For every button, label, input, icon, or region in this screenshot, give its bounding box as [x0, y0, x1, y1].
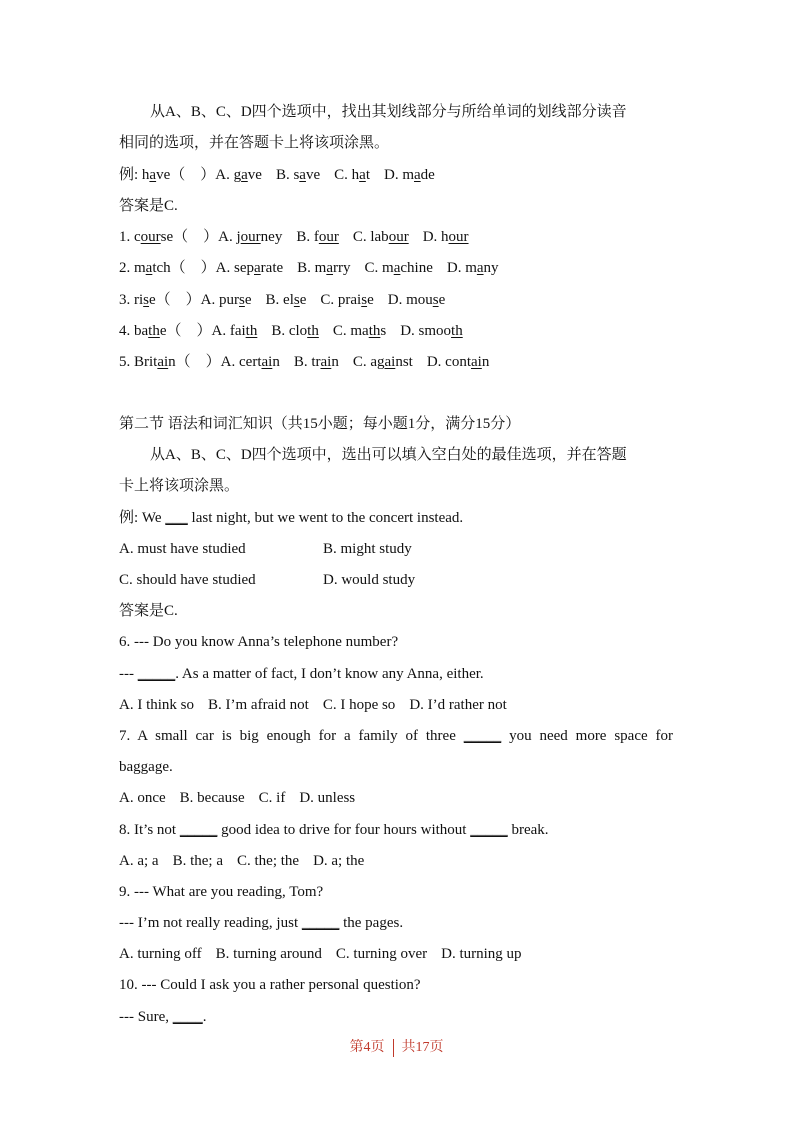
- text-line: [119, 976, 435, 994]
- text-segment: ---: [119, 666, 138, 682]
- underlined-text: _____: [463, 728, 502, 744]
- text-segment: D. mou: [387, 292, 433, 308]
- underlined-text: s: [239, 292, 245, 308]
- underlined-text: a: [413, 167, 421, 183]
- underlined-text: a: [145, 260, 153, 276]
- page-total: 共17页: [401, 1040, 444, 1055]
- text-segment: e: [367, 292, 374, 308]
- option-text: [216, 945, 322, 963]
- text-line: [119, 197, 192, 215]
- text-line: [119, 758, 187, 776]
- underlined-text: _____: [301, 915, 340, 931]
- text-segment: . As a matter of fact, I don’t know any Anna, either.: [175, 666, 484, 682]
- option-text: [353, 353, 413, 371]
- line-text: [119, 166, 262, 184]
- text-segment: 从A、B、C、D四个选项中，选出可以填入空白处的最佳选项，并在答题: [150, 447, 627, 463]
- text-segment: 4. ba: [119, 323, 149, 339]
- line-text: [150, 103, 627, 121]
- option-text: [237, 852, 299, 870]
- option-text: [259, 789, 286, 807]
- text-segment: D. smoo: [400, 323, 452, 339]
- line-text: [119, 540, 309, 558]
- text-segment: e: [244, 292, 252, 308]
- text-segment: B. tr: [293, 354, 321, 370]
- text-line: [119, 571, 429, 589]
- option-text: [441, 945, 521, 963]
- text-segment: C. prai: [320, 292, 362, 308]
- text-segment: n: [481, 354, 490, 370]
- line-text: [119, 477, 239, 495]
- text-segment: 10. --- Could I ask you a rather personal question?: [119, 977, 421, 993]
- text-segment: A. once: [119, 790, 166, 806]
- underlined-text: a: [299, 167, 306, 183]
- text-segment: B. el: [265, 292, 294, 308]
- text-segment: 相同的选项，并在答题卡上将该项涂黑。: [119, 135, 390, 151]
- text-segment: ve: [247, 167, 262, 183]
- underlined-text: a: [241, 167, 248, 183]
- text-line: [119, 1008, 220, 1026]
- text-segment: last night, but we went to the concert instead.: [187, 510, 464, 526]
- text-line: [150, 103, 641, 121]
- underlined-text: our: [388, 229, 409, 245]
- option-text: [384, 166, 435, 184]
- underlined-text: ai: [261, 354, 273, 370]
- line-text: [150, 446, 627, 464]
- line-text: [119, 976, 421, 994]
- underlined-text: our: [448, 229, 469, 245]
- text-segment: --- I’m not really reading, just: [119, 915, 302, 931]
- option-text: [180, 789, 245, 807]
- underlined-text: ai: [471, 354, 482, 370]
- underlined-text: s: [432, 292, 439, 308]
- text-segment: ney: [260, 229, 283, 245]
- line-text: [119, 353, 280, 371]
- line-text: [119, 134, 389, 152]
- underlined-text: _____: [179, 822, 218, 838]
- text-segment: D. h: [422, 229, 449, 245]
- text-line: [119, 540, 426, 558]
- underlined-text: _____: [470, 822, 508, 838]
- option-text: [313, 852, 364, 870]
- text-line: [119, 415, 534, 433]
- footer-divider: [393, 1039, 394, 1057]
- underlined-text: ai: [384, 354, 396, 370]
- line-text: [119, 322, 257, 340]
- underlined-text: a: [254, 260, 261, 276]
- line-text: [119, 633, 398, 651]
- underlined-text: th: [245, 323, 258, 339]
- text-segment: A. I think so: [119, 697, 194, 713]
- line-text: [119, 571, 309, 589]
- text-segment: C. lab: [352, 229, 389, 245]
- line-text: [119, 665, 484, 683]
- text-segment: good idea to drive for four hours without: [217, 822, 471, 838]
- text-line: [119, 665, 498, 683]
- option-text: [271, 322, 319, 340]
- text-segment: tch（ ）A. sep: [152, 260, 254, 276]
- text-line: [119, 134, 403, 152]
- option-text: [266, 291, 307, 309]
- text-segment: ve（ ）A. g: [156, 167, 242, 183]
- text-segment: B. might study: [323, 541, 412, 557]
- text-segment: n: [331, 354, 339, 370]
- line-text: [119, 696, 194, 714]
- line-text: [119, 602, 178, 620]
- text-line: [119, 852, 378, 870]
- option-text: [409, 696, 506, 714]
- option-text: [423, 228, 469, 246]
- option-text: [296, 228, 339, 246]
- text-segment: D. would study: [323, 572, 416, 588]
- text-segment: C. ma: [332, 323, 369, 339]
- underlined-text: th: [451, 323, 463, 339]
- text-line: [119, 789, 369, 807]
- text-line: [119, 477, 253, 495]
- line-text: [119, 197, 178, 215]
- text-segment: D. a; the: [313, 853, 365, 869]
- text-segment: A. turning off: [119, 946, 202, 962]
- text-segment: break.: [507, 822, 549, 838]
- text-segment: B. turning around: [215, 946, 322, 962]
- text-segment: C. if: [258, 790, 286, 806]
- text-segment: 6. --- Do you know Anna’s telephone number?: [119, 634, 399, 650]
- underlined-text: a: [149, 167, 157, 183]
- text-segment: e（ ）A. pur: [149, 292, 240, 308]
- text-segment: 2. m: [119, 260, 146, 276]
- line-text: [119, 883, 323, 901]
- text-segment: B. because: [179, 790, 245, 806]
- line-text: [119, 728, 673, 744]
- text-segment: se（ ）A. j: [160, 229, 241, 245]
- underlined-text: our: [318, 229, 339, 245]
- text-segment: B. f: [296, 229, 319, 245]
- underlined-text: s: [361, 292, 368, 308]
- text-segment: e: [438, 292, 446, 308]
- option-text: [320, 291, 373, 309]
- underlined-text: ai: [320, 354, 332, 370]
- text-line: [119, 291, 459, 309]
- option-text: [447, 259, 499, 277]
- option-text: [323, 696, 396, 714]
- underlined-text: s: [293, 292, 300, 308]
- line-text: [119, 291, 252, 309]
- text-segment: D. cont: [426, 354, 471, 370]
- text-segment: D. unless: [299, 790, 356, 806]
- line-text: [119, 415, 520, 433]
- option-text: [353, 228, 409, 246]
- text-line: [119, 353, 503, 371]
- line-text: [119, 789, 166, 807]
- option-text: [323, 540, 412, 558]
- text-segment: C. I hope so: [322, 697, 396, 713]
- text-line: [119, 602, 192, 620]
- underlined-text: th: [368, 323, 381, 339]
- option-text: [400, 322, 463, 340]
- option-text: [388, 291, 446, 309]
- underlined-text: our: [240, 229, 261, 245]
- text-segment: --- Sure,: [119, 1009, 173, 1025]
- underlined-text: ____: [172, 1009, 203, 1025]
- underlined-text: a: [359, 167, 366, 183]
- text-segment: 3. ri: [119, 292, 144, 308]
- text-line: [119, 727, 673, 745]
- text-line: [119, 945, 536, 963]
- text-segment: C. should have studied: [119, 572, 256, 588]
- text-line: [119, 914, 417, 932]
- text-segment: 卡上将该项涂黑。: [119, 478, 240, 494]
- line-text: [119, 758, 173, 776]
- line-text: [119, 852, 159, 870]
- text-line: [119, 883, 337, 901]
- text-segment: A. a; a: [119, 853, 159, 869]
- text-segment: you need more space for: [501, 728, 674, 744]
- text-line: [119, 166, 449, 184]
- text-line: [150, 446, 641, 464]
- text-segment: B. I’m afraid not: [208, 697, 309, 713]
- text-segment: 8. It’s not: [119, 822, 180, 838]
- text-segment: 从A、B、C、D四个选项中，找出其划线部分与所给单词的划线部分读音: [150, 104, 627, 120]
- text-segment: ny: [483, 260, 499, 276]
- line-text: [119, 945, 202, 963]
- option-text: [299, 789, 355, 807]
- text-segment: B. the; a: [172, 853, 223, 869]
- option-text: [294, 353, 339, 371]
- text-segment: D. m: [383, 167, 414, 183]
- text-line: [119, 509, 477, 527]
- text-line: [119, 322, 477, 340]
- text-segment: B. s: [275, 167, 300, 183]
- text-segment: D. I’d rather not: [409, 697, 507, 713]
- text-segment: 第二节 语法和词汇知识（共15小题；每小题1分，满分15分）: [119, 416, 521, 432]
- underlined-text: th: [148, 323, 160, 339]
- text-segment: C. the; the: [236, 853, 300, 869]
- option-text: [333, 322, 386, 340]
- text-segment: de: [420, 167, 435, 183]
- text-segment: rry: [333, 260, 351, 276]
- text-segment: .: [202, 1009, 207, 1025]
- option-text: [427, 353, 490, 371]
- line-text: [119, 821, 549, 839]
- text-segment: n（ ）A. cert: [168, 354, 262, 370]
- option-text: [336, 945, 427, 963]
- text-segment: B. m: [297, 260, 327, 276]
- text-segment: 答案是C.: [119, 603, 178, 619]
- text-segment: 例: We: [119, 510, 166, 526]
- text-line: [119, 633, 412, 651]
- text-segment: C. turning over: [335, 946, 428, 962]
- option-text: [365, 259, 433, 277]
- text-segment: the pages.: [339, 915, 404, 931]
- text-segment: ve: [305, 167, 321, 183]
- text-segment: chine: [400, 260, 433, 276]
- page-footer: [0, 1036, 793, 1057]
- text-segment: nst: [395, 354, 413, 370]
- line-text: [119, 259, 283, 277]
- option-text: [276, 166, 320, 184]
- text-segment: e（ ）A. fai: [159, 323, 246, 339]
- option-text: [334, 166, 370, 184]
- text-line: [119, 259, 513, 277]
- text-segment: A. must have studied: [119, 541, 246, 557]
- text-segment: 5. Brit: [119, 354, 158, 370]
- text-segment: D. turning up: [441, 946, 522, 962]
- line-text: [119, 228, 282, 246]
- line-text: [119, 914, 403, 932]
- underlined-text: a: [476, 260, 484, 276]
- text-line: [119, 821, 563, 839]
- text-segment: C. h: [334, 167, 360, 183]
- underlined-text: a: [326, 260, 334, 276]
- text-segment: 9. --- What are you reading, Tom?: [119, 884, 324, 900]
- text-segment: B. clo: [271, 323, 308, 339]
- option-text: [208, 696, 309, 714]
- text-segment: n: [272, 354, 280, 370]
- underlined-text: th: [307, 323, 319, 339]
- underlined-text: _____: [137, 666, 176, 682]
- text-segment: 7. A small car is big enough for a family of three: [119, 728, 464, 744]
- text-segment: e: [299, 292, 307, 308]
- text-segment: s: [380, 323, 387, 339]
- text-segment: rate: [260, 260, 284, 276]
- line-text: [119, 509, 463, 527]
- page-number: 第4页: [349, 1040, 385, 1055]
- text-segment: baggage.: [119, 759, 173, 775]
- underlined-text: ___: [165, 510, 188, 526]
- text-segment: C. ag: [352, 354, 385, 370]
- option-text: [173, 852, 223, 870]
- text-line: [119, 696, 521, 714]
- text-segment: 1. c: [119, 229, 141, 245]
- text-segment: 例: h: [119, 167, 150, 183]
- text-segment: C. m: [364, 260, 394, 276]
- underlined-text: a: [393, 260, 401, 276]
- underlined-text: s: [143, 292, 150, 308]
- underlined-text: our: [140, 229, 161, 245]
- line-text: [119, 1008, 206, 1026]
- text-segment: D. m: [446, 260, 477, 276]
- text-segment: 答案是C.: [119, 198, 178, 214]
- option-text: [297, 259, 350, 277]
- text-line: [119, 228, 483, 246]
- text-segment: t: [365, 167, 370, 183]
- underlined-text: ai: [157, 354, 169, 370]
- option-text: [323, 571, 415, 589]
